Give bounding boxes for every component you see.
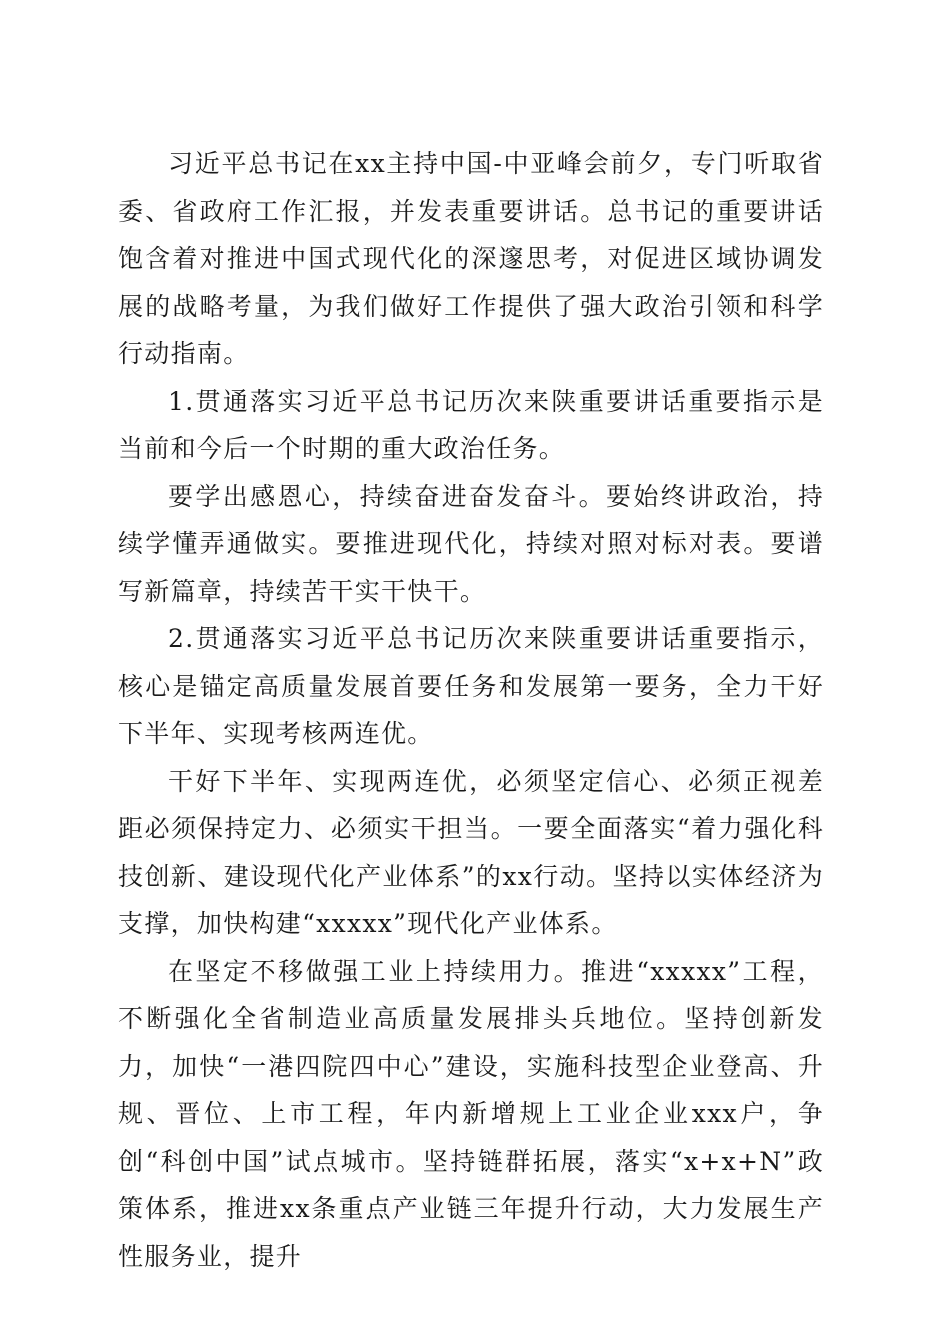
document-body [118, 140, 824, 1280]
paragraph-point-2-detail: 干好下半年、实现两连优，必须坚定信心、必须正视差距必须保持定力、必须实干担当。一要全面落实“着力强化科技创新、建设现代化产业体系”的xx行动。坚持以实体经济为支撑，加快构建“xxxxx”现代化产业体系。 [118, 766, 824, 938]
paragraph-point-2: 2.贯通落实习近平总书记历次来陕重要讲话重要指示，核心是锚定高质量发展首要任务和发展第一要务，全力干好下半年、实现考核两连优。 [118, 624, 824, 748]
paragraph-point-1-detail: 要学出感恩心，持续奋进奋发奋斗。要始终讲政治，持续学懂弄通做实。要推进现代化，持续对照对标对表。要谱写新篇章，持续苦干实干快干。 [118, 481, 824, 606]
paragraph-intro: 习近平总书记在xx主持中国-中亚峰会前夕，专门听取省委、省政府工作汇报，并发表重要讲话。总书记的重要讲话饱含着对推进中国式现代化的深邃思考，对促进区域协调发展的战略考量，为我们做好工作提供了强大政治引领和科学行动指南。 [118, 149, 824, 368]
paragraph-point-1: 1.贯通落实习近平总书记历次来陕重要讲话重要指示是当前和今后一个时期的重大政治任务。 [118, 386, 824, 463]
paragraph-industry: 在坚定不移做强工业上持续用力。推进“xxxxx”工程，不断强化全省制造业高质量发展排头兵地位。坚持创新发力，加快“一港四院四中心”建设，实施科技型企业登高、升规、晋位、上市工程，年内新增规上工业企业xxx户，争创“科创中国”试点城市。坚持链群拓展，落实“x+x+N”政策体系，推进xx条重点产业链三年提升行动，大力发展生产性服务业，提升 [118, 956, 824, 1271]
